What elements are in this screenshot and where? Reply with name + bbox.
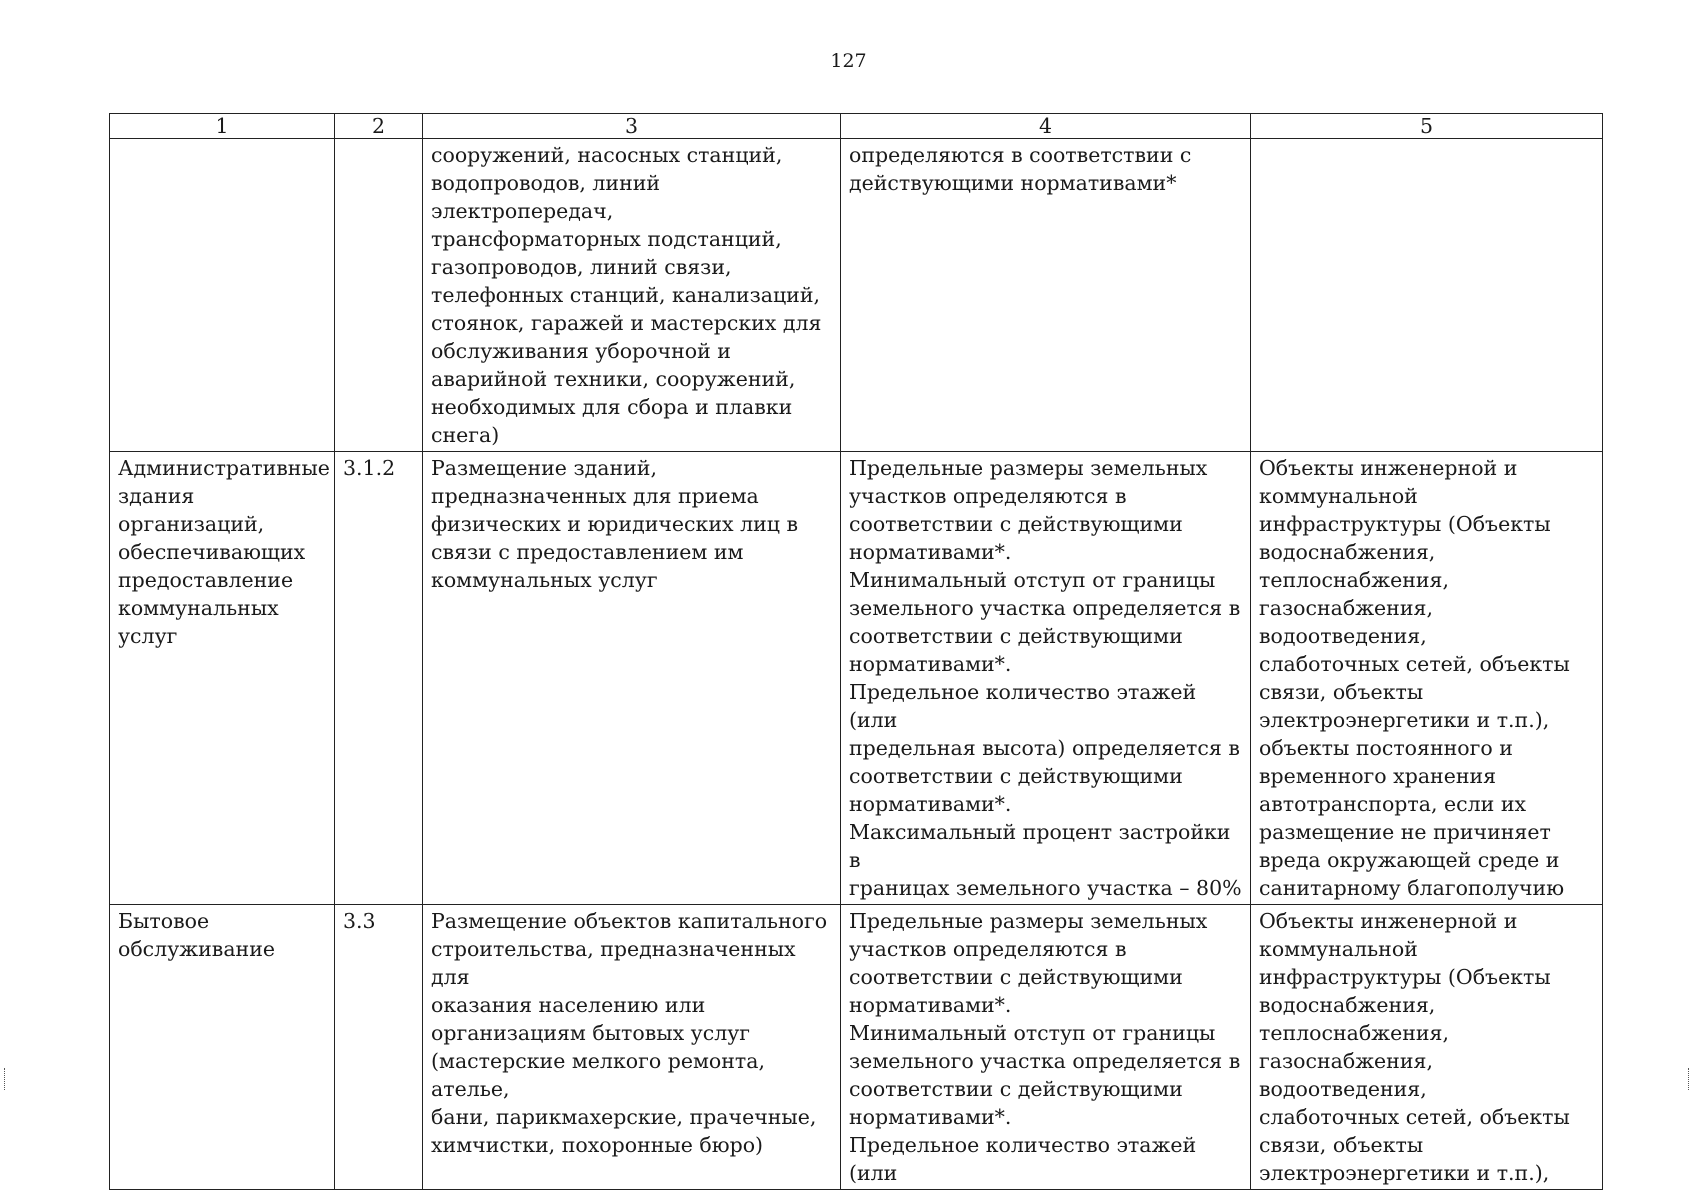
cell-accessory-uses: Объекты инженерной и коммунальной инфраструктуры (Объекты водоснабжения, теплоснабжения, газоснабжения, водоотведения, слаботочных сетей, объекты связи, объекты электроэнергетики и т.п.), объекты постоянного и временного хранения автотранспорта, если их размещение не причиняет вреда окружающей среде и санитарному благополучию bbox=[1251, 452, 1603, 905]
cell-description: сооружений, насосных станций, водопроводов, линий электропередач, трансформаторных подстанций, газопроводов, линий связи, телефонных станций, канализаций, стоянок, гаражей и мастерских для обслуживания уборочной и аварийной техники, сооружений, необходимых для сбора и плавки снега) bbox=[423, 139, 841, 452]
scan-margin-mark-left bbox=[4, 1068, 9, 1090]
cell-description: Размещение зданий, предназначенных для приема физических и юридических лиц в связи с предоставлением им коммунальных услуг bbox=[423, 452, 841, 905]
table-row bbox=[110, 139, 1603, 452]
cell-parameters: определяются в соответствии с действующими нормативами* bbox=[841, 139, 1251, 452]
column-header-2: 2 bbox=[335, 114, 423, 139]
column-header-4: 4 bbox=[841, 114, 1251, 139]
cell-accessory-uses: Объекты инженерной и коммунальной инфраструктуры (Объекты водоснабжения, теплоснабжения, газоснабжения, водоотведения, слаботочных сетей, объекты связи, объекты электроэнергетики и т.п.), bbox=[1251, 905, 1603, 1190]
cell-code: 3.3 bbox=[335, 905, 423, 1190]
table-header-row bbox=[110, 114, 1603, 139]
table-row bbox=[110, 905, 1603, 1190]
cell-code: 3.1.2 bbox=[335, 452, 423, 905]
table-row bbox=[110, 452, 1603, 905]
cell-description: Размещение объектов капитального строительства, предназначенных для оказания населению или организациям бытовых услуг (мастерские мелкого ремонта, ателье, бани, парикмахерские, прачечные, химчистки, похоронные бюро) bbox=[423, 905, 841, 1190]
cell-accessory-uses bbox=[1251, 139, 1603, 452]
column-header-5: 5 bbox=[1251, 114, 1603, 139]
scan-margin-mark-right bbox=[1688, 1068, 1693, 1090]
page-number: 127 bbox=[830, 50, 867, 72]
cell-use-type bbox=[110, 139, 335, 452]
cell-use-type: Административные здания организаций, обеспечивающих предоставление коммунальных услуг bbox=[110, 452, 335, 905]
cell-code bbox=[335, 139, 423, 452]
cell-parameters: Предельные размеры земельных участков определяются в соответствии с действующими нормативами*. Минимальный отступ от границы земельного участка определяется в соответствии с действующими нормативами*. Предельное количество этажей (или bbox=[841, 905, 1251, 1190]
column-header-1: 1 bbox=[110, 114, 335, 139]
land-use-table bbox=[109, 113, 1603, 1190]
column-header-3: 3 bbox=[423, 114, 841, 139]
cell-use-type: Бытовое обслуживание bbox=[110, 905, 335, 1190]
cell-parameters: Предельные размеры земельных участков определяются в соответствии с действующими нормативами*. Минимальный отступ от границы земельного участка определяется в соответствии с действующими нормативами*. Предельное количество этажей (или предельная высота) определяется в соответствии с действующими нормативами*. Максимальный процент застройки в границах земельного участка – 80% bbox=[841, 452, 1251, 905]
